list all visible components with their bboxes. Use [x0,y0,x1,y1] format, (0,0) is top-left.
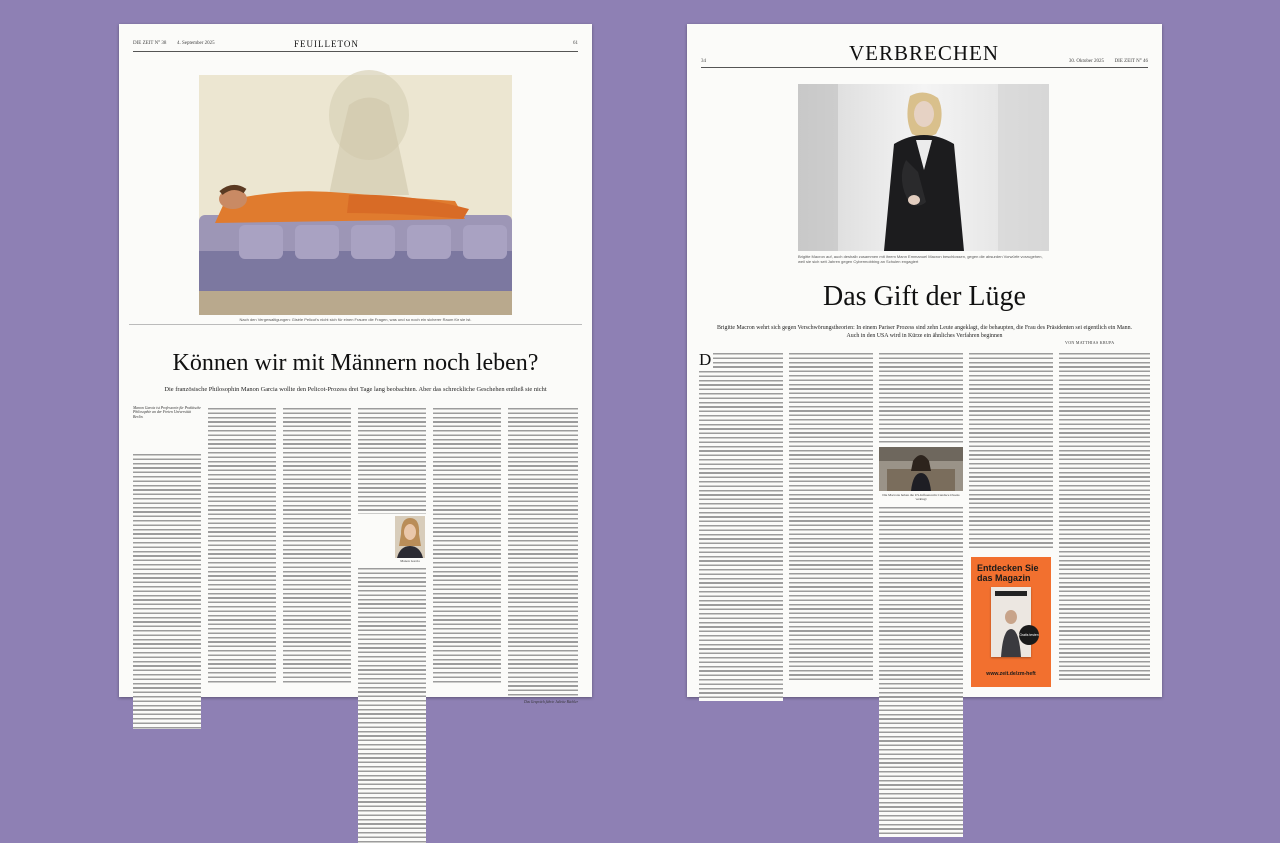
verbrechen-page [687,24,1162,697]
deck: Die französische Philosophin Manon Garcia wollte den Pelicot-Prozess drei Tage lang beobachten. Aber das schreckliche Geschehen entließ sie nicht [164,386,547,393]
sleeping-figure-painting [199,75,512,315]
column-5 [1059,351,1150,683]
portrait-caption: Manon Garcia [400,559,420,563]
column-3 [879,351,963,683]
deck: Brigitte Macron wehrt sich gegen Verschwörungstheorien: In einem Pariser Prozess sind zehn Leute angeklagt, die behaupten, die Frau des Präsidenten sei eigentlich ein Mann. Auch in den USA wird in Kürze ein ähnliches Verfahren beginnen [716,325,1133,339]
column-5 [433,406,501,683]
header-rule [701,67,1148,68]
column-2 [208,406,276,683]
courtroom-photo [879,447,963,491]
issue-label: DIE ZEIT N° 38 [133,41,167,46]
article-body [699,351,1150,683]
author-intro: Manon Garcia ist Professorin für Praktische Philosophie an der Freien Universität Berlin. [133,406,201,419]
section-title: FEUILLETON [294,39,359,49]
column-6 [508,406,578,704]
portrait-image [395,516,425,558]
photo-caption: Brigitte Macron auf, auch deshalb zusammen mit ihrem Mann Emmanuel Macron beschlossen, gegen die absurden Vorwürfe vorzugehen, weil sie sich seit Jahren gegen Cybermobbing an Schulen engagiert [798,254,1043,264]
column-3 [283,406,351,683]
issue-date: 30. Oktober 2025 [1068,59,1104,64]
page-number: 34 [701,59,706,64]
article-body [133,406,578,704]
issue-label: DIE ZEIT N° 46 [1114,59,1148,64]
macron-photo [798,84,1049,251]
magazine-cover-image [991,587,1031,657]
column-4 [969,351,1053,683]
interview-byline: Das Gespräch führte Juliette Büchler [524,700,578,704]
column-2 [789,351,873,683]
inset-caption: Die Macrons haben die US-Influencerin Candace Owens verklagt [882,493,960,502]
photo-caption: Nach den Vergewaltigungen: Gisèle Pelicot's nicht sich für einen Frauen die Fragen, was und so noch ein sicherer Raum für sie ist. [239,317,472,322]
caption-rule [129,324,582,325]
header-rule [133,51,578,52]
issue-date: 4. September 2025 [177,41,215,46]
headline: Das Gift der Lüge [823,281,1026,312]
gratis-badge: Gratis testen [1019,625,1039,645]
byline: VON MATTHIAS KRUPA [1065,340,1115,345]
inset-photo [879,447,963,491]
magazine-cover [991,587,1039,657]
ad-url[interactable]: www.zeit.de/zm-heft [986,671,1036,677]
painting-photo [199,75,512,315]
page-number: 61 [573,41,578,46]
column-1 [699,351,783,683]
woman-in-jacket-photo [798,84,1049,251]
ad-title: Entdecken Sie das Magazin [977,563,1039,583]
section-title: VERBRECHEN [849,41,1000,65]
headline: Können wir mit Männern noch leben? [172,350,539,376]
drop-cap: D [699,350,712,369]
magazine-ad[interactable] [971,557,1051,687]
feuilleton-page [119,24,592,704]
column-1 [133,406,201,683]
author-portrait [395,516,425,558]
